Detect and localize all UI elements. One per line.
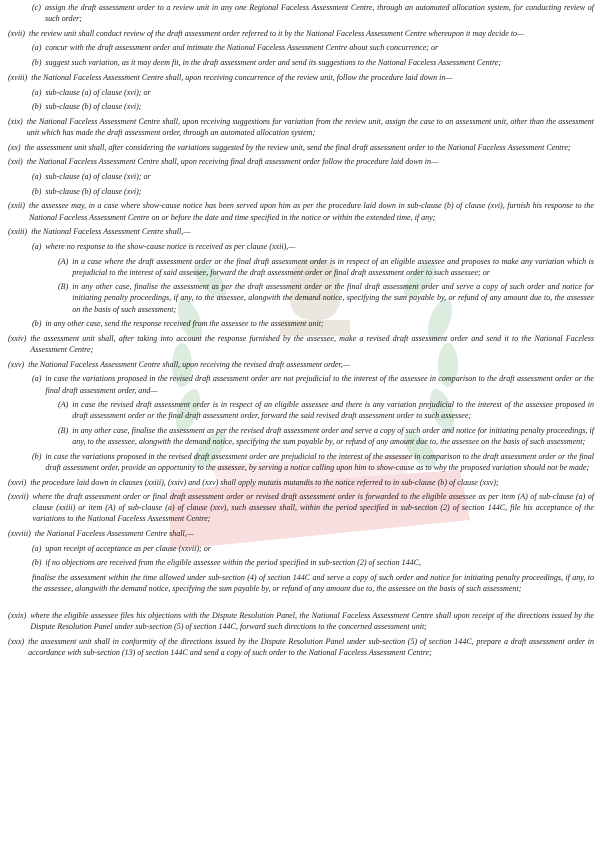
clause-text: the assessee may, in a case where show-cause notice has been served upon him as per the procedure laid down in sub-clause (b) of clause (xvi), furnish his response to the National Faceless Assessment Centre on or before the date and time specified in the notice or within the extended time, if any; (28, 201, 594, 222)
clause-text: in case the variations proposed in the revised draft assessment order are prejudicial to the interest of the assessee in comparison to the draft assessment order or the final draft assessment order, provide an opportunity to the assessee, by serving a notice calling upon him to show-cause as to why the proposed variation should not be made; (45, 451, 594, 472)
continuation-paragraph: finalise the assessment within the time allowed under sub-section (4) of section 144C and serve a copy of such order and notice for initiating penalty proceedings, if any, to the assessee, alongwith the demand notice, specifying the sum payable by, or refund of any amount due to, the assessee on the basis of such assessment; (32, 573, 594, 594)
clause-number: (B) (58, 425, 69, 435)
sub-clause (8, 451, 594, 473)
clause-text: the National Faceless Assessment Centre shall,— (31, 227, 191, 237)
clause-number: (b) (32, 558, 42, 568)
clause-text: the National Faceless Assessment Centre shall, upon receiving concurrence of the review unit, follow the procedure laid down in— (31, 72, 453, 82)
clause-text: sub-clause (b) of clause (xvi); (45, 186, 142, 196)
clause-text: the review unit shall conduct review of the draft assessment order referred to it by the National Faceless Assessment Centre whereupon it may decide to— (28, 28, 525, 38)
clause-text: in a case where the draft assessment order or the final draft assessment order is in respect of an eligible assessee and proposes to make any variation which is prejudicial to the interest of said assessee, forward the draft assessment order or final draft assessment order to such assessee; or (72, 256, 594, 277)
clause-text: in any other case, send the response received from the assessee to the assessment unit; (45, 319, 324, 329)
clause-number: (xxi) (8, 157, 23, 167)
clause-text: the National Faceless Assessment Centre shall,— (34, 529, 194, 539)
clause-number: (xxiii) (8, 227, 28, 237)
clause-text: the assessment unit shall, after considering the variations suggested by the review unit, send the final draft assessment order to the National Faceless Assessment Centre; (24, 142, 571, 152)
clause-text: concur with the draft assessment order and intimate the National Faceless Assessment Centre about such concurrence; or (45, 43, 439, 53)
sub-clause (8, 186, 594, 197)
sub-clause (8, 373, 594, 395)
clause-number: (xxv) (8, 359, 25, 369)
clause-text: in any other case, finalise the assessment as per the draft assessment order or the final draft assessment order and serve a copy of such order and notice for initiating penalty proceedings, if any, to the assessee, alongwith the demand notice, specifying the sum payable by, or refund of any amount due to, the assessee on the basis of such assessment; (72, 282, 594, 314)
clause-number: (b) (32, 102, 42, 112)
clause-number: (xxiv) (8, 333, 27, 343)
clause-number: (xxix) (8, 610, 27, 620)
clause-text: where the draft assessment order or final draft assessment order or revised draft assessment order is forwarded to the eligible assessee as per item (A) of sub-clause (a) of clause (xxiii) or item (A) of sub-clause (a) of clause (xxv), such assessee shall, within the period specified in sub-section (2) of section 144C, file his acceptance of the variations to the National Faceless Assessment Centre; (32, 492, 594, 524)
sub-clause (8, 241, 594, 252)
clause-text: where the eligible assessee files his objections with the Dispute Resolution Panel, the National Faceless Assessment Centre shall upon receipt of the directions issued by the Dispute Resolution Panel under sub-section (5) of section 144C, forward such directions to the concerned assessment unit; (30, 610, 594, 632)
clause (8, 116, 594, 138)
sub-clause (8, 543, 594, 554)
clause-text: sub-clause (a) of clause (xvi); or (45, 87, 151, 97)
clause-text: the assessment unit shall in conformity of the directions issued by the Dispute Resolution Panel under sub-section (5) of section 144C, prepare a draft assessment order in accordance with sub-section (13) of section 144C and send a copy of such order to the National Faceless Assessment Centre; (28, 636, 594, 657)
clause (8, 491, 594, 524)
sub-clause (8, 87, 594, 98)
clause-text: upon receipt of acceptance as per clause (xxvii); or (45, 543, 211, 553)
item (8, 281, 594, 314)
clause-text: the National Faceless Assessment Centre shall, upon receiving the revised draft assessment order,— (28, 359, 350, 369)
clause-text: the assessment unit shall, after taking into account the response furnished by the assessee, make a revised draft assessment order and send it to the National Faceless Assessment Centre; (30, 333, 594, 355)
clause (8, 156, 594, 167)
item (8, 256, 594, 278)
clause-text: suggest such variation, as it may deem fit, in the draft assessment order and send its suggestions to the National Faceless Assessment Centre; (45, 58, 502, 68)
clause (8, 28, 594, 39)
sub-clause (8, 42, 594, 53)
clause-number: (xxviii) (8, 529, 31, 539)
clause (8, 226, 594, 237)
clause-text: where no response to the show-cause notice is received as per clause (xxii),— (45, 241, 296, 251)
clause (8, 636, 594, 658)
clause-text: sub-clause (a) of clause (xvi); or (45, 172, 151, 182)
section-gap (8, 598, 594, 610)
clause-number: (a) (32, 87, 42, 97)
clause-number: (xviii) (8, 72, 28, 82)
clause-number: (A) (58, 256, 69, 266)
clause-number: (a) (32, 241, 42, 251)
clause-text: if no objections are received from the eligible assessee within the period specified in sub-section (2) of section 144C, (45, 558, 422, 568)
sub-clause (8, 557, 594, 568)
clause-text: assign the draft assessment order to a review unit in any one Regional Faceless Assessment Centre, through an automated allocation system, for conducting review of such order; (44, 3, 594, 24)
clause (8, 200, 594, 222)
item (8, 425, 594, 447)
item (8, 399, 594, 421)
clause-number: (a) (32, 43, 42, 53)
clause-text: in case the revised draft assessment order is in respect of an eligible assessee and there is any variation prejudicial to the interest of the assessee proposed in draft assessment order or the final draft assessment order, forward the said revised draft assessment order to such assessee; (72, 400, 594, 421)
sub-clause (8, 318, 594, 329)
clause (8, 528, 594, 539)
clause (8, 333, 594, 355)
clause-number: (xxvii) (8, 492, 29, 502)
sub-clause (8, 2, 594, 24)
clause (8, 359, 594, 370)
clause-number: (b) (32, 319, 42, 329)
clause-number: (b) (32, 451, 42, 461)
clause-number: (xxx) (8, 636, 25, 646)
clause-text: the National Faceless Assessment Centre shall, upon receiving suggestions for variation from the review unit, assign the case to an assessment unit, other than the assessment unit which has made the draft assessment order, through an automated allocation system; (26, 116, 594, 137)
clause-number: (xxii) (8, 201, 25, 211)
clause (8, 610, 594, 632)
clause-number: (xx) (8, 142, 21, 152)
clause-number: (xvii) (8, 28, 25, 38)
clause-text: in any other case, finalise the assessment as per the revised draft assessment order and serve a copy of such order and notice for initiating penalty proceedings, if any, to the assessee, alongwith the demand notice, specifying the sum payable by, or refund of any amount due to, the assessee on the basis of such assessment; (72, 425, 594, 447)
clause-number: (A) (58, 400, 69, 410)
clause (8, 477, 594, 488)
clause (8, 72, 594, 83)
clause-text: the procedure laid down in clauses (xxiii), (xxiv) and (xxv) shall apply mutatis mutandis to the notice referred to in sub-clause (b) of clause (xxv); (30, 477, 499, 487)
clause-number: (a) (32, 543, 42, 553)
clause-text: sub-clause (b) of clause (xvi); (45, 102, 142, 112)
clause-number: (xix) (8, 116, 23, 126)
clause-number: (xxvi) (8, 477, 27, 487)
clause-text: in case the variations proposed in the revised draft assessment order are not prejudicial to the interest of the assessee in comparison to the draft assessment order or the final draft assessment order, and— (45, 374, 594, 395)
sub-clause (8, 101, 594, 112)
clause-number: (b) (32, 58, 42, 68)
clause (8, 142, 594, 153)
clause-number: (B) (58, 282, 69, 292)
clause-number: (a) (32, 172, 42, 182)
clause-number: (c) (32, 3, 41, 12)
sub-clause (8, 57, 594, 68)
sub-clause (8, 171, 594, 182)
clause-number: (b) (32, 186, 42, 196)
clause-text: the National Faceless Assessment Centre shall, upon receiving final draft assessment order follow the procedure laid down in— (26, 157, 439, 167)
clause-number: (a) (32, 374, 42, 384)
